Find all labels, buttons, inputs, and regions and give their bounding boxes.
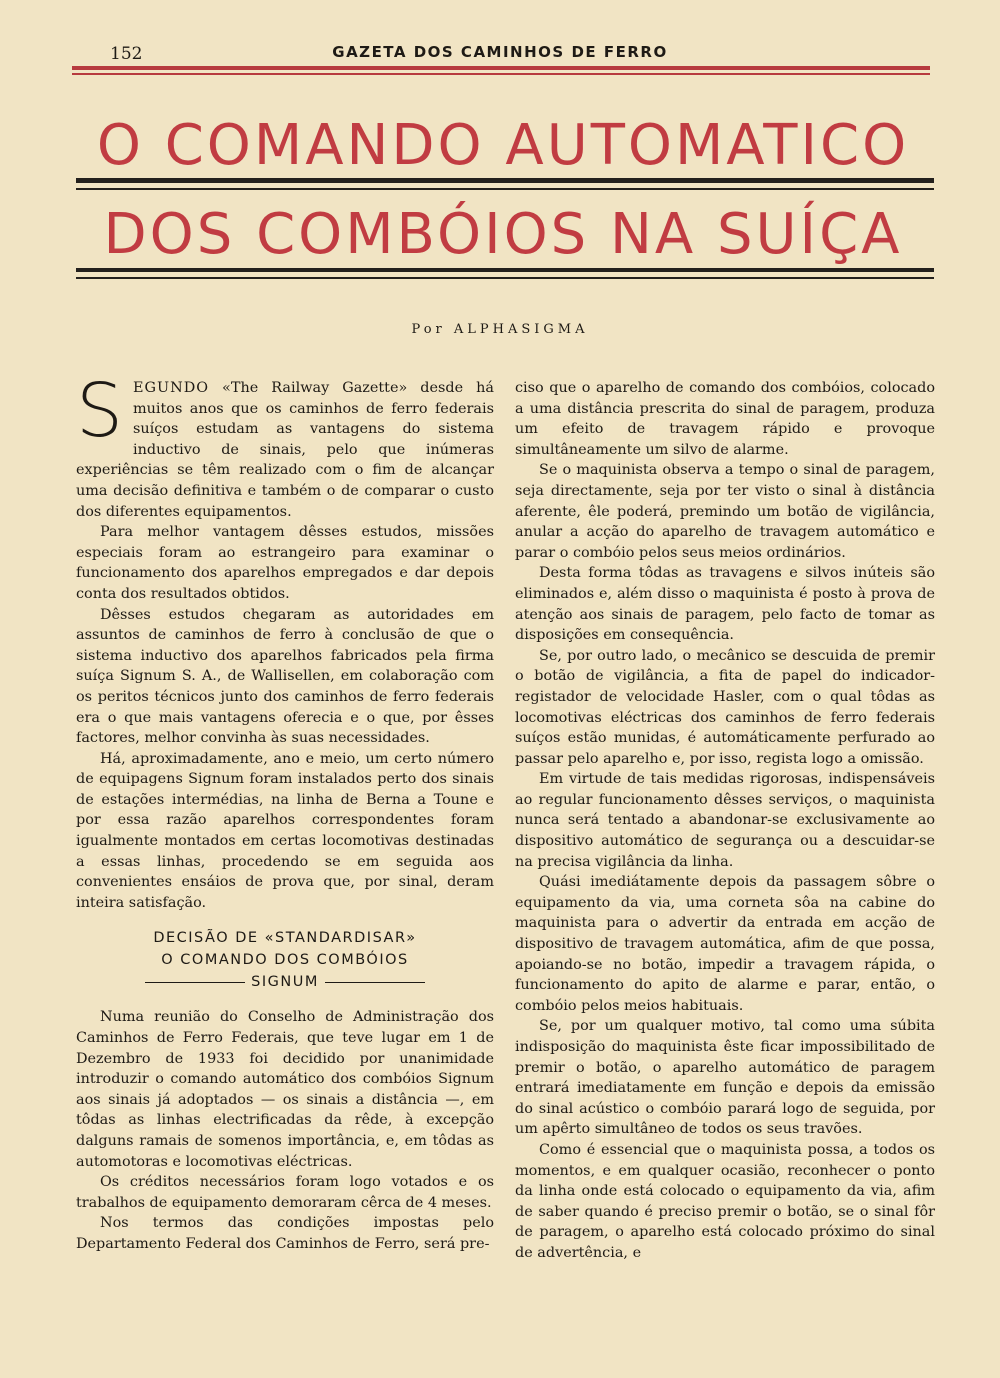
title-rule-thin [76, 188, 934, 190]
paragraph: Há, aproximadamente, ano e meio, um certo número de equipagens Signum foram instalados perto dos sinais de estações intermédias, na linha de Berna a Toune e por essa razão aparelhos correspondentes foram igualmente montados em certas locomotivas destinadas a essas linhas, procedendo se em seguida aos convenientes ensáios de prova que, por sinal, deram inteira satisfação. [76, 750, 494, 911]
running-title: GAZETA DOS CAMINHOS DE FERRO [332, 43, 668, 61]
paragraph: Se, por um qualquer motivo, tal como uma súbita indisposição do maquinista êste ficar impossibilitado de premir o botão, o aparelho automático de paragem entrará imediatamente em função e depois da emissão do sinal acústico o combóio parará logo de seguida, por um apêrto simultâneo de todos os seus travões. [515, 1018, 935, 1138]
paragraph: Como é essencial que o maquinista possa, a todos os momentos, e em qualquer ocasião, reconhecer o ponto da linha onde está colocado o equipamento da via, afim de saber quando é preciso premir o botão, se o sinal fôr de paragem, o aparelho está colocado próximo do sinal de advertência, e [515, 1141, 935, 1261]
paragraph: Os créditos necessários foram logo votados e os trabalhos de equipamento demoraram cêrca de 4 meses. [76, 1174, 494, 1211]
paragraph: ciso que o aparelho de comando dos combóios, colocado a uma distância prescrita do sinal de paragem, produza um efeito de travagem rápido e provoque simultâneamente um silvo de alarme. [515, 380, 935, 458]
left-column [76, 368, 494, 1255]
header-rule-thin [72, 73, 930, 75]
paragraph: Desta forma tôdas as travagens e silvos inúteis são eliminados e, além disso o maquinista é posto à prova de atenção aos sinais de paragem, pelo facto de tomar as disposições em consequência. [515, 565, 935, 644]
ornament-rule [325, 982, 425, 983]
section-heading-line-2: O COMANDO DOS COMBÓIOS [161, 952, 409, 969]
title-rule [76, 178, 934, 183]
title-rule [76, 268, 934, 272]
paragraph: Nos termos das condições impostas pelo Departamento Federal dos Caminhos de Ferro, será pre- [76, 1215, 494, 1252]
paragraph-text: «The Railway Gazette» desde há muitos anos que os caminhos de ferro federais suíços estudam as vantagens do sistema inductivo de sinais, pelo que inúmeras experiências se têm realizado com o fim de alcançar uma decisão definitiva e também o de comparar o custo dos diferentes equipamentos. [76, 380, 494, 520]
section-heading-line-1: DECISÃO DE «STANDARDISAR» [153, 930, 417, 947]
article-title-line-1: O COMANDO AUTOMATICO [96, 113, 910, 178]
paragraph: Em virtude de tais medidas rigorosas, indispensáveis ao regular funcionamento dêsses serviços, o maquinista nunca será tentado a abandonar-se exclusivamente ao dispositivo automático de segurança ou a descuidar-se na precisa vigilância da linha. [515, 771, 935, 870]
drop-cap: S [76, 368, 123, 454]
right-column [515, 378, 935, 1264]
paragraph: Dêsses estudos chegaram as autoridades em assuntos de caminhos de ferro à conclusão de que o sistema inductivo dos aparelhos fabricados pela firma suíça Signum S. A., de Wallisellen, em colaboração com os peritos técnicos junto dos caminhos de ferro federais era o que mais vantagens oferecia e o que, por êsses factores, melhor convinha às suas necessidades. [76, 606, 494, 747]
section-heading [76, 927, 494, 993]
paragraph: Quási imediátamente depois da passagem sôbre o equipamento da via, uma corneta sôa na cabine do maquinista para o advertir da entrada em acção de dispositivo de travagem automática, afim de que possa, apoiando-se no botão, impedir a travagem rápida, o funcionamento do apito de alarme e parar, então, o combóio pelos meios habituais. [515, 874, 935, 1014]
paragraph [76, 368, 494, 522]
paragraph: Numa reunião do Conselho de Administração dos Caminhos de Ferro Federais, que teve lugar em 1 de Dezembro de 1933 foi decidido por unanimidade introduzir o comando automático dos combóios Signum aos sinais já adoptados — os sinais a distância —, em tôdas as linhas electrificadas da rêde, à excepção dalguns ramais de somenos importância, e, em tôdas as automotoras e locomotivas eléctricas. [76, 1009, 494, 1170]
section-heading-word: SIGNUM [251, 974, 319, 991]
page-number: 152 [110, 44, 143, 64]
ornament-rule [145, 982, 245, 983]
lead-word: EGUNDO [132, 380, 210, 396]
header-rule [72, 66, 930, 70]
article-title-line-2: DOS COMBÓIOS NA SUÍÇA [103, 202, 903, 267]
section-heading-line-3 [76, 971, 494, 993]
paragraph: Se o maquinista observa a tempo o sinal de paragem, seja directamente, seja por ter visto o sinal à distância aferente, êle poderá, premindo um botão de vigilância, anular a acção do aparelho de travagem automático e parar o combóio pelos seus meios ordinários. [515, 462, 935, 561]
title-rule-thin [76, 277, 934, 279]
paragraph: Se, por outro lado, o mecânico se descuida de premir o botão de vigilância, a fita de papel do indicador-registador de velocidade Hasler, com o qual tôdas as locomotivas eléctricas dos caminhos de ferro federais suíços estão munidas, é automáticamente perfurado ao passar pelo aparelho e, por isso, regista logo a omissão. [515, 647, 935, 767]
byline: Por ALPHASIGMA [411, 322, 589, 337]
paragraph: Para melhor vantagem dêsses estudos, missões especiais foram ao estrangeiro para examinar o funcionamento dos aparelhos empregados e dar depois conta dos resultados obtidos. [76, 524, 494, 602]
